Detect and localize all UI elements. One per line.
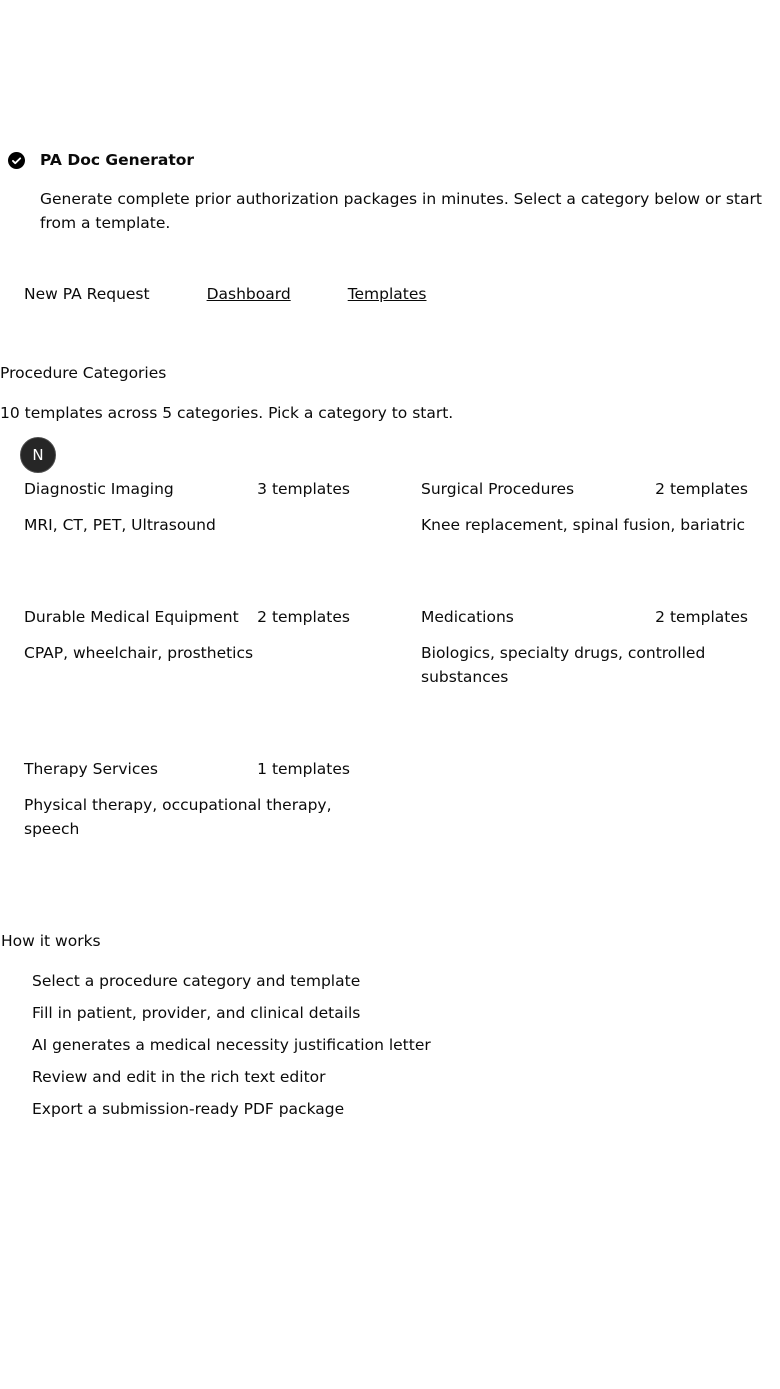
nextjs-dev-badge[interactable] [20, 437, 56, 473]
category-title: Therapy Services [24, 760, 158, 778]
category-card-header [24, 757, 350, 781]
category-card-durable-medical-equipment[interactable] [24, 605, 350, 689]
procedure-categories-heading: Procedure Categories [0, 364, 167, 382]
step-item: Select a procedure category and template [32, 972, 361, 990]
nav-link-templates[interactable]: Templates [347, 285, 427, 303]
category-card-header [24, 477, 350, 501]
category-grid [24, 477, 748, 841]
category-card-surgical-procedures[interactable] [421, 477, 748, 537]
category-template-count: 2 templates [655, 480, 748, 498]
step-item: Review and edit in the rich text editor [32, 1068, 326, 1086]
category-template-count: 1 templates [257, 760, 350, 778]
category-description: Physical therapy, occupational therapy, speech [24, 796, 332, 838]
nextjs-dev-badge-letter: N [32, 446, 44, 464]
category-card-header [24, 605, 350, 629]
nav-link-new-pa-request[interactable]: New PA Request [24, 285, 150, 303]
category-description: Biologics, specialty drugs, controlled substances [421, 644, 706, 686]
categories-summary: 10 templates across 5 categories. Pick a category to start. [0, 404, 454, 422]
category-title: Diagnostic Imaging [24, 480, 174, 498]
step-item: Export a submission-ready PDF package [32, 1100, 345, 1118]
nav-link-dashboard[interactable]: Dashboard [206, 285, 291, 303]
category-card-therapy-services[interactable] [24, 757, 350, 841]
category-template-count: 2 templates [257, 608, 350, 626]
category-title: Durable Medical Equipment [24, 608, 239, 626]
check-circle-icon [8, 152, 25, 169]
page-title: PA Doc Generator [40, 151, 195, 169]
step-item: AI generates a medical necessity justification letter [32, 1036, 431, 1054]
category-title: Surgical Procedures [421, 480, 575, 498]
category-card-header [421, 477, 748, 501]
category-description: MRI, CT, PET, Ultrasound [24, 516, 216, 534]
category-card-diagnostic-imaging[interactable] [24, 477, 350, 537]
how-it-works-steps [32, 969, 780, 1121]
category-title: Medications [421, 608, 514, 626]
category-template-count: 3 templates [257, 480, 350, 498]
category-card-header [421, 605, 748, 629]
how-it-works-heading: How it works [1, 932, 101, 950]
category-template-count: 2 templates [655, 608, 748, 626]
main-nav [24, 282, 780, 306]
app-subtitle: Generate complete prior authorization packages in minutes. Select a category below or start from a template. [40, 190, 762, 232]
category-card-medications[interactable] [421, 605, 748, 689]
category-description: CPAP, wheelchair, prosthetics [24, 644, 254, 662]
category-description: Knee replacement, spinal fusion, bariatric [421, 516, 746, 534]
app-header [8, 148, 780, 172]
step-item: Fill in patient, provider, and clinical details [32, 1004, 361, 1022]
